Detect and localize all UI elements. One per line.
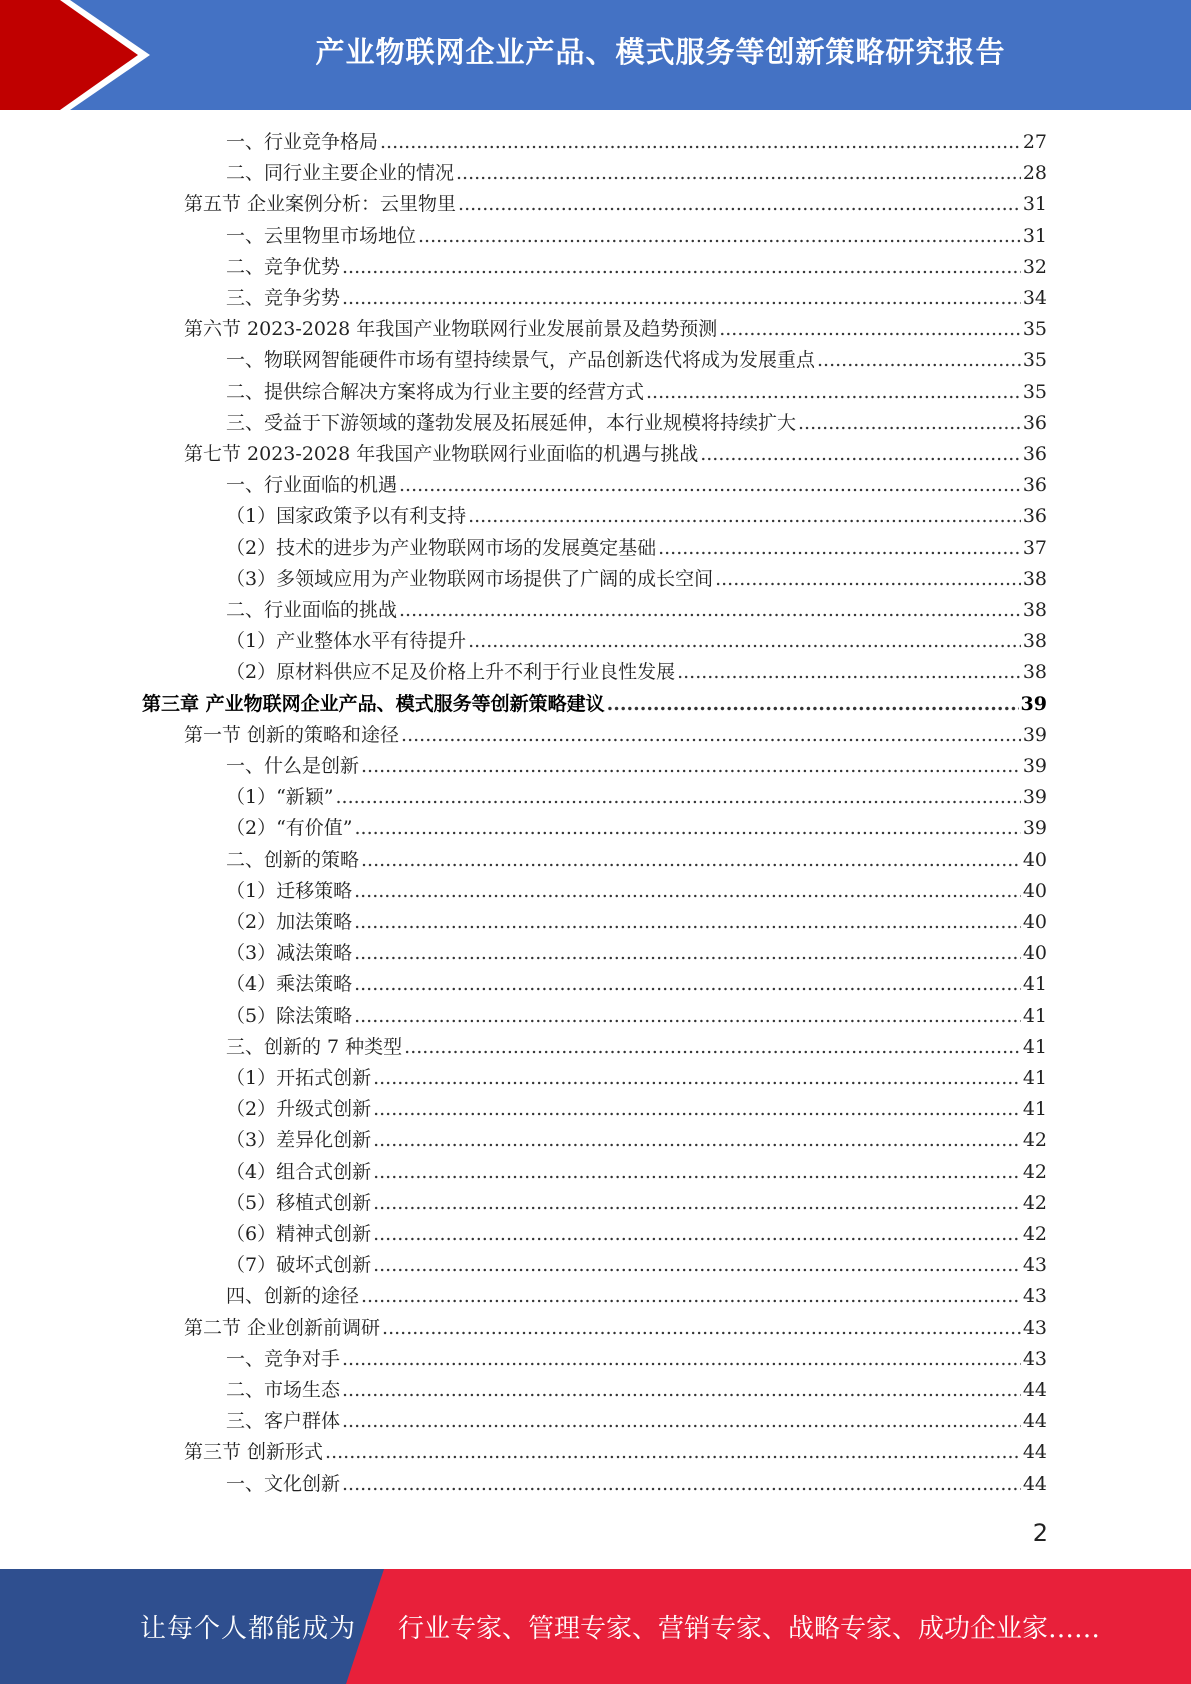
toc-dot-leader [399,595,1021,626]
toc-entry[interactable] [226,1032,1047,1063]
toc-entry[interactable] [226,782,1047,813]
toc-entry[interactable] [226,969,1047,1000]
toc-dot-leader [401,720,1021,751]
page-number: 2 [1032,1519,1048,1547]
toc-dot-leader [342,1344,1021,1375]
toc-entry-title: 一、物联网智能硬件市场有望持续景气，产品创新迭代将成为发展重点 [226,349,816,372]
toc-entry[interactable] [226,626,1047,657]
toc-dot-leader [342,1469,1021,1500]
toc-entry-page: 39 [1022,786,1047,809]
toc-entry-page: 43 [1022,1347,1047,1370]
toc-entry-page: 41 [1022,1035,1047,1058]
toc-entry-page: 28 [1022,162,1047,185]
toc-dot-leader [373,1094,1021,1125]
toc-entry[interactable] [226,1406,1047,1437]
toc-entry-page: 38 [1022,630,1047,653]
toc-entry-page: 41 [1022,1067,1047,1089]
toc-entry-title: 一、文化创新 [226,1472,341,1495]
toc-entry-title: 一、行业竞争格局 [226,131,379,153]
toc-entry-page: 36 [1022,505,1047,528]
toc-dot-leader [382,1313,1021,1344]
toc-entry-title: 第三章 产业物联网企业产品、模式服务等创新策略建议 [142,692,605,715]
toc-entry-page: 39 [1020,692,1047,715]
toc-entry-title: （3）减法策略 [226,942,353,965]
toc-dot-leader [719,314,1021,345]
toc-entry[interactable] [226,533,1047,564]
toc-entry-page: 43 [1022,1254,1047,1277]
toc-entry-page: 41 [1022,973,1047,996]
toc-entry-title: 一、什么是创新 [226,755,360,777]
toc-entry[interactable] [226,907,1047,938]
toc-entry-title: （3）多领域应用为产业物联网市场提供了广阔的成长空间 [226,567,714,590]
toc-entry[interactable] [226,127,1047,158]
toc-entry-page: 31 [1022,193,1047,216]
toc-entry[interactable] [226,345,1047,376]
toc-dot-leader [342,1375,1021,1406]
toc-dot-leader [336,782,1021,813]
toc-entry-title: 二、行业面临的挑战 [226,599,398,621]
toc-entry-page: 42 [1022,1160,1047,1183]
toc-entry[interactable] [226,1063,1047,1094]
toc-dot-leader [646,377,1021,408]
toc-entry-title: （6）精神式创新 [226,1223,372,1245]
toc-dot-leader [373,1063,1021,1094]
toc-entry-title: （5）除法策略 [226,1004,353,1027]
toc-dot-leader [715,564,1021,595]
toc-entry-title: 三、创新的 7 种类型 [226,1035,403,1058]
toc-entry-page: 40 [1022,942,1047,965]
toc-dot-leader [468,626,1021,657]
toc-entry-page: 39 [1022,817,1047,840]
toc-entry[interactable] [226,1157,1047,1188]
footer-slogan-left: 让每个人都能成为 [140,1614,357,1644]
toc-entry-title: （1）“新颖” [226,786,334,809]
toc-entry-title: 三、受益于下游领域的蓬勃发展及拓展延伸，本行业规模将持续扩大 [226,411,797,434]
toc-entry-title: 三、竞争劣势 [226,287,341,309]
toc-entry[interactable] [226,408,1047,439]
toc-dot-leader [361,751,1021,782]
toc-entry-page: 42 [1022,1191,1047,1214]
header-band [0,0,1191,110]
toc-entry-page: 41 [1022,1004,1047,1027]
toc-entry-page: 38 [1022,599,1047,621]
toc-entry[interactable] [226,1469,1047,1500]
toc-entry[interactable] [226,1094,1047,1125]
toc-dot-leader [458,189,1021,220]
header-arrow-icon [0,0,160,110]
toc-entry[interactable] [226,938,1047,969]
toc-entry-page: 34 [1022,287,1047,309]
toc-dot-leader [354,938,1021,969]
toc-entry-page: 35 [1022,380,1047,403]
toc-dot-leader [373,1125,1021,1156]
toc-entry-title: （2）加法策略 [226,911,353,933]
toc-entry[interactable] [226,283,1047,314]
toc-entry-title: （2）升级式创新 [226,1098,372,1121]
toc-entry-title: （1）迁移策略 [226,879,353,902]
toc-entry[interactable] [184,720,1047,751]
toc-dot-leader [325,1437,1021,1468]
toc-dot-leader [355,813,1021,844]
toc-dot-leader [373,1188,1021,1219]
toc-entry-title: 二、竞争优势 [226,255,341,278]
toc-entry-page: 35 [1022,349,1047,372]
toc-entry[interactable] [142,689,1047,720]
toc-entry[interactable] [226,501,1047,532]
toc-dot-leader [468,501,1021,532]
toc-entry-title: 一、行业面临的机遇 [226,474,398,497]
toc-dot-leader [380,127,1021,158]
toc-entry-title: 第三节 创新形式 [184,1441,324,1464]
toc-entry[interactable] [226,252,1047,283]
toc-entry-title: 三、客户群体 [226,1410,341,1433]
toc-dot-leader [342,252,1021,283]
toc-entry-page: 39 [1022,755,1047,777]
toc-entry[interactable] [226,1375,1047,1406]
toc-entry[interactable] [226,751,1047,782]
toc-entry[interactable] [226,595,1047,626]
toc-entry[interactable] [226,377,1047,408]
toc-entry-page: 38 [1022,661,1047,684]
toc-dot-leader [677,657,1021,688]
toc-entry-page: 43 [1022,1285,1047,1308]
toc-entry-title: 一、云里物里市场地位 [226,224,417,247]
toc-entry-title: 二、市场生态 [226,1379,341,1401]
toc-entry-page: 37 [1022,536,1047,559]
toc-entry-page: 38 [1022,567,1047,590]
toc-entry-page: 40 [1022,911,1047,933]
toc-entry[interactable] [226,564,1047,595]
toc-entry-title: 二、同行业主要企业的情况 [226,162,455,185]
toc-entry[interactable] [184,439,1047,470]
toc-dot-leader [342,1406,1021,1437]
toc-dot-leader [456,158,1021,189]
toc-entry-page: 42 [1022,1223,1047,1245]
toc-entry-page: 32 [1022,255,1047,278]
toc-entry[interactable] [226,1125,1047,1156]
toc-dot-leader [399,470,1021,501]
toc-entry[interactable] [226,813,1047,844]
toc-entry-title: （1）产业整体水平有待提升 [226,630,467,653]
toc-entry[interactable] [184,189,1047,220]
toc-entry-page: 44 [1022,1379,1047,1401]
toc-dot-leader [373,1157,1021,1188]
toc-entry[interactable] [226,158,1047,189]
toc-dot-leader [700,439,1021,470]
toc-entry-title: （2）技术的进步为产业物联网市场的发展奠定基础 [226,536,657,559]
toc-entry[interactable] [226,657,1047,688]
toc-dot-leader [354,907,1021,938]
toc-entry[interactable] [184,1313,1047,1344]
toc-dot-leader [658,533,1021,564]
toc-entry[interactable] [226,1001,1047,1032]
toc-dot-leader [354,969,1021,1000]
toc-dot-leader [373,1250,1021,1281]
toc-entry-title: （2）原材料供应不足及价格上升不利于行业良性发展 [226,661,676,684]
toc-dot-leader [342,283,1021,314]
toc-entry-page: 35 [1022,318,1047,341]
toc-entry[interactable] [226,221,1047,252]
toc-entry-page: 44 [1022,1441,1047,1464]
toc-entry[interactable] [226,1281,1047,1312]
toc-entry-page: 31 [1022,224,1047,247]
toc-entry-page: 44 [1022,1472,1047,1495]
toc-dot-leader [361,1281,1021,1312]
toc-entry-page: 40 [1022,848,1047,871]
toc-dot-leader [418,221,1021,252]
toc-entry-title: （3）差异化创新 [226,1129,372,1152]
toc-dot-leader [817,345,1021,376]
toc-entry-page: 39 [1022,723,1047,746]
toc-dot-leader [404,1032,1021,1063]
toc-dot-leader [354,1001,1021,1032]
toc-entry-title: （2）“有价值” [226,817,353,840]
toc-entry-title: （1）开拓式创新 [226,1067,372,1089]
toc-dot-leader [373,1219,1021,1250]
toc-entry-page: 36 [1022,443,1047,465]
footer-band [0,1569,1191,1684]
toc-entry[interactable] [226,1219,1047,1250]
toc-entry-title: 四、创新的途径 [226,1285,360,1308]
toc-entry[interactable] [184,314,1047,345]
toc-dot-leader [607,689,1019,720]
toc-entry-title: （4）乘法策略 [226,973,353,996]
toc-entry-title: （5）移植式创新 [226,1191,372,1214]
toc-entry[interactable] [226,845,1047,876]
toc-entry-title: 第二节 企业创新前调研 [184,1316,381,1339]
toc-entry-page: 43 [1022,1316,1047,1339]
toc-entry-title: （1）国家政策予以有利支持 [226,505,467,528]
toc-entry[interactable] [184,1437,1047,1468]
toc-entry-page: 40 [1022,879,1047,902]
toc-entry-title: 一、竞争对手 [226,1347,341,1370]
report-title: 产业物联网企业产品、模式服务等创新策略研究报告 [315,34,1006,69]
toc-dot-leader [361,845,1021,876]
toc-entry-page: 36 [1022,411,1047,434]
toc-entry[interactable] [226,1188,1047,1219]
toc-entry[interactable] [226,1344,1047,1375]
toc-entry-title: （7）破坏式创新 [226,1254,372,1277]
toc-entry-title: 第六节 2023-2028 年我国产业物联网行业发展前景及趋势预测 [184,318,718,341]
toc-entry-title: 第七节 2023-2028 年我国产业物联网行业面临的机遇与挑战 [184,443,699,465]
toc-entry[interactable] [226,1250,1047,1281]
toc-entry[interactable] [226,876,1047,907]
toc-entry-page: 44 [1022,1410,1047,1433]
toc-entry-title: 二、创新的策略 [226,848,360,871]
toc-entry-title: 第五节 企业案例分析：云里物里 [184,193,457,216]
toc-entry-title: 第一节 创新的策略和途径 [184,723,400,746]
footer-slogan-right: 行业专家、管理专家、营销专家、战略专家、成功企业家…… [398,1614,1101,1644]
toc-entry-page: 41 [1022,1098,1047,1121]
toc-dot-leader [354,876,1021,907]
toc-entry-title: 二、提供综合解决方案将成为行业主要的经营方式 [226,380,645,403]
toc-entry-page: 36 [1022,474,1047,497]
toc-entry-page: 42 [1022,1129,1047,1152]
toc-entry[interactable] [226,470,1047,501]
toc-entry-page: 27 [1022,131,1047,153]
toc-dot-leader [798,408,1021,439]
toc-entry-title: （4）组合式创新 [226,1160,372,1183]
